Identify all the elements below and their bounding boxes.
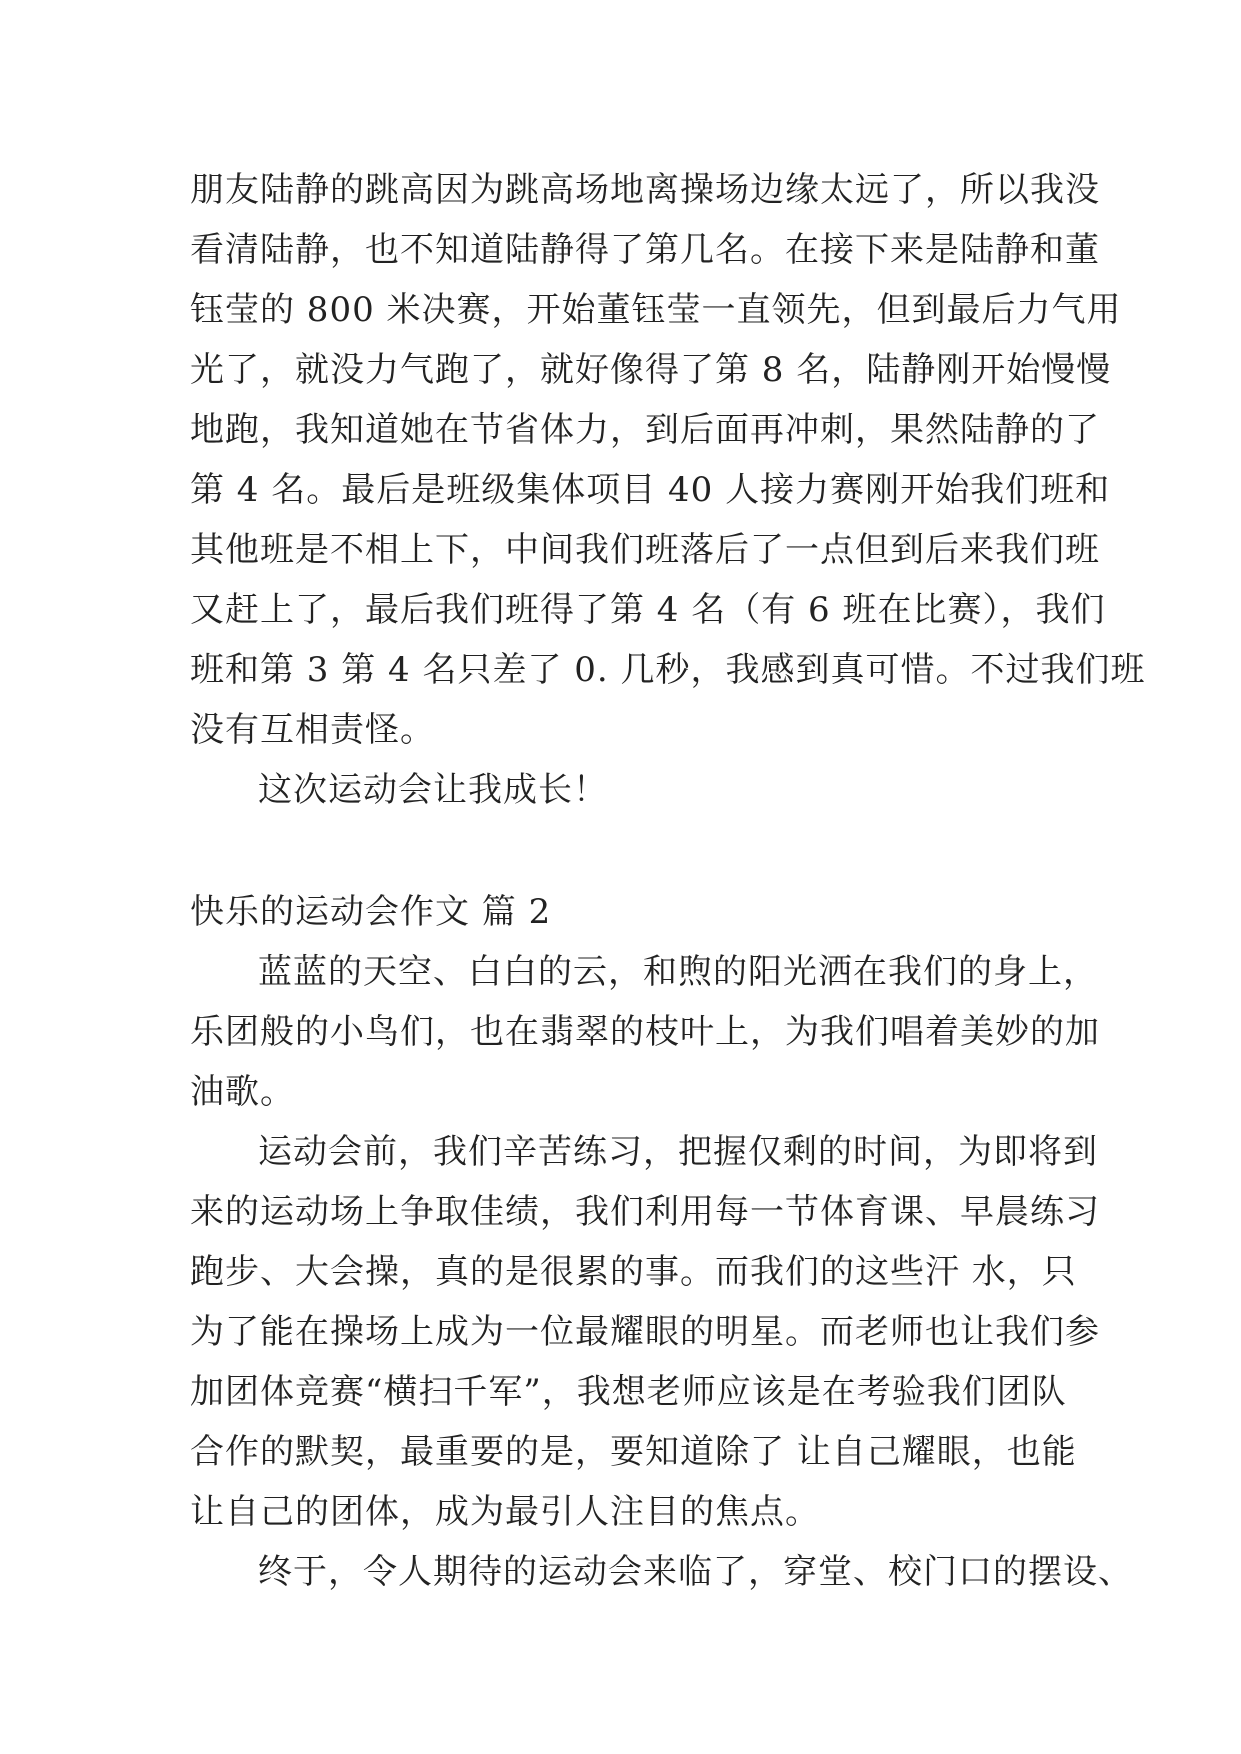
text-line: 第 4 名。最后是班级集体项目 40 人接力赛刚开始我们班和 (190, 470, 1111, 510)
text-line: 没有互相责怪。 (190, 710, 435, 750)
text-line: 加团体竞赛“横扫千军”，我想老师应该是在考验我们团队 (190, 1372, 1067, 1412)
text-line: 钰莹的 800 米决赛，开始董钰莹一直领先，但到最后力气用 (190, 290, 1122, 330)
section-heading: 快乐的运动会作文 篇 2 (190, 892, 552, 932)
paragraph-2 (190, 760, 1050, 820)
text-line: 油歌。 (190, 1072, 295, 1112)
text-line: 班和第 3 第 4 名只差了 0. 几秒，我感到真可惜。不过我们班 (190, 650, 1146, 690)
text-line: 运动会前，我们辛苦练习，把握仅剩的时间，为即将到 (258, 1132, 1098, 1172)
text-line: 朋友陆静的跳高因为跳高场地离操场边缘太远了，所以我没 (190, 170, 1100, 210)
text-line: 合作的默契，最重要的是，要知道除了 让自己耀眼，也能 (190, 1432, 1077, 1472)
text-line: 来的运动场上争取佳绩，我们利用每一节体育课、早晨练习 (190, 1192, 1100, 1232)
document-body (190, 160, 1146, 1602)
text-line: 这次运动会让我成长！ (258, 770, 608, 810)
text-line: 让自己的团体，成为最引人注目的焦点。 (190, 1492, 820, 1532)
paragraph-3 (190, 942, 1100, 1122)
text-line: 乐团般的小鸟们，也在翡翠的枝叶上，为我们唱着美妙的加 (190, 1012, 1100, 1052)
text-line: 蓝蓝的天空、白白的云，和煦的阳光洒在我们的身上， (258, 952, 1098, 992)
paragraph-5 (190, 1542, 1133, 1602)
text-line: 光了，就没力气跑了，就好像得了第 8 名，陆静刚开始慢慢 (190, 350, 1112, 390)
text-line: 终于，令人期待的运动会来临了，穿堂、校门口的摆设、 (258, 1552, 1133, 1592)
text-line: 为了能在操场上成为一位最耀眼的明星。而老师也让我们参 (190, 1312, 1100, 1352)
text-line: 跑步、大会操，真的是很累的事。而我们的这些汗 水，只 (190, 1252, 1077, 1292)
paragraph-1 (190, 160, 1146, 760)
text-line: 又赶上了，最后我们班得了第 4 名（有 6 班在比赛），我们 (190, 590, 1106, 630)
text-line: 地跑，我知道她在节省体力，到后面再冲刺，果然陆静的了 (190, 410, 1100, 450)
text-line: 其他班是不相上下，中间我们班落后了一点但到后来我们班 (190, 530, 1100, 570)
text-line: 看清陆静，也不知道陆静得了第几名。在接下来是陆静和董 (190, 230, 1100, 270)
paragraph-4 (190, 1122, 1100, 1542)
